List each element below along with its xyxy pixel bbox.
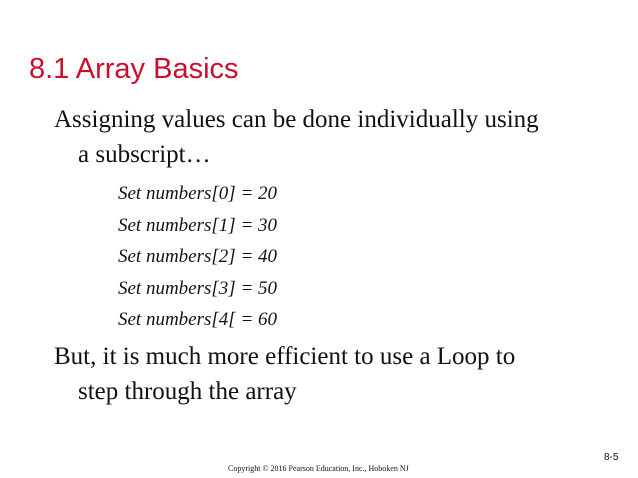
copyright-notice: Copyright © 2016 Pearson Education, Inc., Hoboken NJ — [228, 464, 409, 473]
code-line: Set numbers[2] = 40 — [118, 246, 278, 267]
paragraph-assigning-values — [54, 102, 539, 172]
paragraph-line: a subscript… — [78, 141, 211, 168]
code-example-list — [118, 182, 277, 340]
code-line: Set numbers[4[ = 60 — [118, 309, 278, 330]
slide-title: 8.1 Array Basics — [29, 53, 239, 85]
paragraph-line: step through the array — [78, 378, 297, 405]
page-number: 8-5 — [604, 452, 619, 463]
code-line: Set numbers[0] = 20 — [118, 183, 278, 204]
paragraph-line: But, it is much more efficient to use a Loop to — [54, 343, 516, 370]
paragraph-line: Assigning values can be done individually using — [54, 106, 539, 133]
code-line: Set numbers[1] = 30 — [118, 214, 278, 236]
paragraph-loop-efficiency — [54, 339, 515, 409]
code-line: Set numbers[3] = 50 — [118, 277, 278, 299]
